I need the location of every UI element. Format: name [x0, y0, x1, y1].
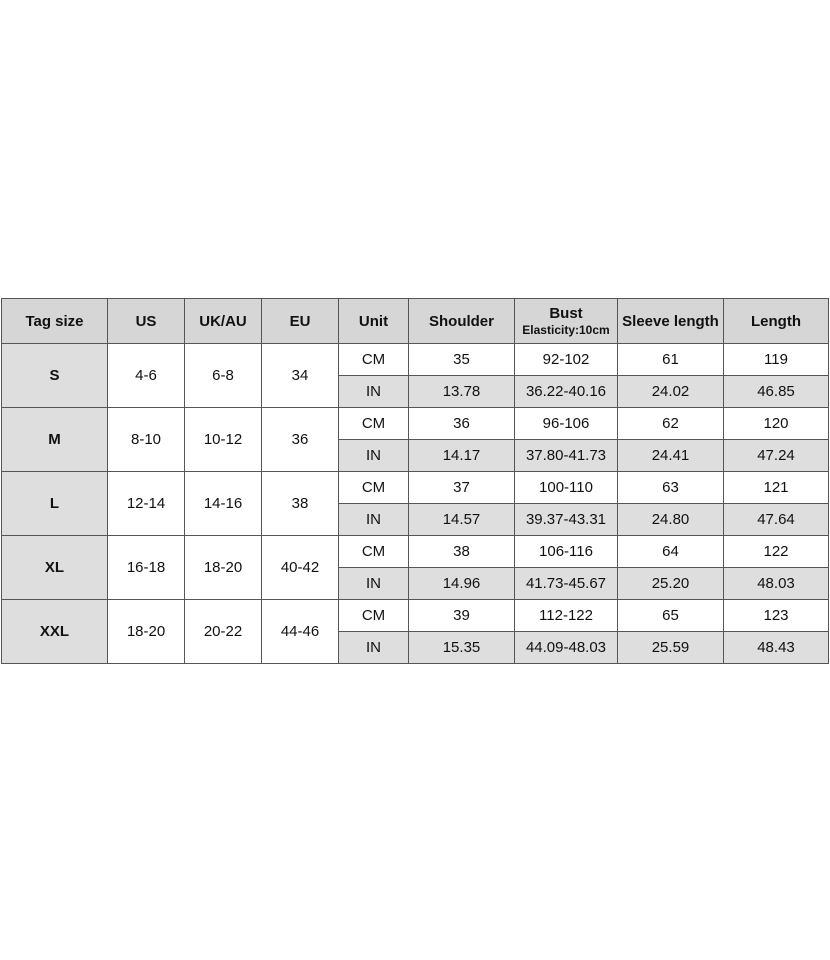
shoulder-cell: 13.78 [409, 376, 515, 408]
bust-cell: 44.09-48.03 [515, 632, 618, 664]
header-sleeve-length: Sleeve length [618, 299, 724, 344]
sleeve-length-cell: 63 [618, 472, 724, 504]
length-cell: 48.03 [724, 568, 829, 600]
unit-cell: IN [339, 568, 409, 600]
unit-cell: IN [339, 440, 409, 472]
header-shoulder: Shoulder [409, 299, 515, 344]
uk-au-size-cell: 18-20 [185, 536, 262, 600]
eu-size-cell: 34 [262, 344, 339, 408]
bust-cell: 96-106 [515, 408, 618, 440]
sleeve-length-cell: 64 [618, 536, 724, 568]
uk-au-size-cell: 14-16 [185, 472, 262, 536]
unit-cell: IN [339, 504, 409, 536]
header-uk-au: UK/AU [185, 299, 262, 344]
tag-size-cell: S [2, 344, 108, 408]
length-cell: 120 [724, 408, 829, 440]
us-size-cell: 12-14 [108, 472, 185, 536]
shoulder-cell: 39 [409, 600, 515, 632]
eu-size-cell: 38 [262, 472, 339, 536]
length-cell: 48.43 [724, 632, 829, 664]
unit-cell: CM [339, 536, 409, 568]
header-tag-size: Tag size [2, 299, 108, 344]
us-size-cell: 4-6 [108, 344, 185, 408]
tag-size-cell: XXL [2, 600, 108, 664]
bust-cell: 100-110 [515, 472, 618, 504]
length-cell: 123 [724, 600, 829, 632]
sleeve-length-cell: 61 [618, 344, 724, 376]
unit-cell: IN [339, 376, 409, 408]
shoulder-cell: 14.96 [409, 568, 515, 600]
bust-cell: 106-116 [515, 536, 618, 568]
size-table-body [2, 344, 829, 664]
sleeve-length-cell: 25.20 [618, 568, 724, 600]
sleeve-length-cell: 24.02 [618, 376, 724, 408]
us-size-cell: 8-10 [108, 408, 185, 472]
bust-cell: 41.73-45.67 [515, 568, 618, 600]
header-bust-note: Elasticity:10cm [522, 323, 610, 337]
bust-cell: 92-102 [515, 344, 618, 376]
length-cell: 47.24 [724, 440, 829, 472]
unit-cell: CM [339, 344, 409, 376]
shoulder-cell: 38 [409, 536, 515, 568]
length-cell: 119 [724, 344, 829, 376]
shoulder-cell: 37 [409, 472, 515, 504]
unit-cell: IN [339, 632, 409, 664]
sleeve-length-cell: 25.59 [618, 632, 724, 664]
unit-cell: CM [339, 408, 409, 440]
shoulder-cell: 14.57 [409, 504, 515, 536]
unit-cell: CM [339, 600, 409, 632]
sleeve-length-cell: 62 [618, 408, 724, 440]
bust-cell: 36.22-40.16 [515, 376, 618, 408]
table-row [2, 344, 829, 376]
tag-size-cell: XL [2, 536, 108, 600]
shoulder-cell: 35 [409, 344, 515, 376]
tag-size-cell: M [2, 408, 108, 472]
eu-size-cell: 40-42 [262, 536, 339, 600]
header-bust [515, 299, 618, 344]
header-eu: EU [262, 299, 339, 344]
header-bust-label: Bust [549, 305, 583, 322]
header-row [2, 299, 829, 344]
length-cell: 122 [724, 536, 829, 568]
eu-size-cell: 36 [262, 408, 339, 472]
shoulder-cell: 15.35 [409, 632, 515, 664]
bust-cell: 112-122 [515, 600, 618, 632]
sleeve-length-cell: 24.80 [618, 504, 724, 536]
shoulder-cell: 14.17 [409, 440, 515, 472]
length-cell: 121 [724, 472, 829, 504]
header-unit: Unit [339, 299, 409, 344]
sleeve-length-cell: 24.41 [618, 440, 724, 472]
unit-cell: CM [339, 472, 409, 504]
header-length: Length [724, 299, 829, 344]
bust-cell: 39.37-43.31 [515, 504, 618, 536]
header-us: US [108, 299, 185, 344]
table-row [2, 408, 829, 440]
tag-size-cell: L [2, 472, 108, 536]
us-size-cell: 18-20 [108, 600, 185, 664]
table-row [2, 600, 829, 632]
us-size-cell: 16-18 [108, 536, 185, 600]
bust-cell: 37.80-41.73 [515, 440, 618, 472]
size-chart-table [1, 298, 829, 664]
table-row [2, 472, 829, 504]
shoulder-cell: 36 [409, 408, 515, 440]
sleeve-length-cell: 65 [618, 600, 724, 632]
uk-au-size-cell: 10-12 [185, 408, 262, 472]
eu-size-cell: 44-46 [262, 600, 339, 664]
table-row [2, 536, 829, 568]
uk-au-size-cell: 20-22 [185, 600, 262, 664]
uk-au-size-cell: 6-8 [185, 344, 262, 408]
length-cell: 46.85 [724, 376, 829, 408]
length-cell: 47.64 [724, 504, 829, 536]
